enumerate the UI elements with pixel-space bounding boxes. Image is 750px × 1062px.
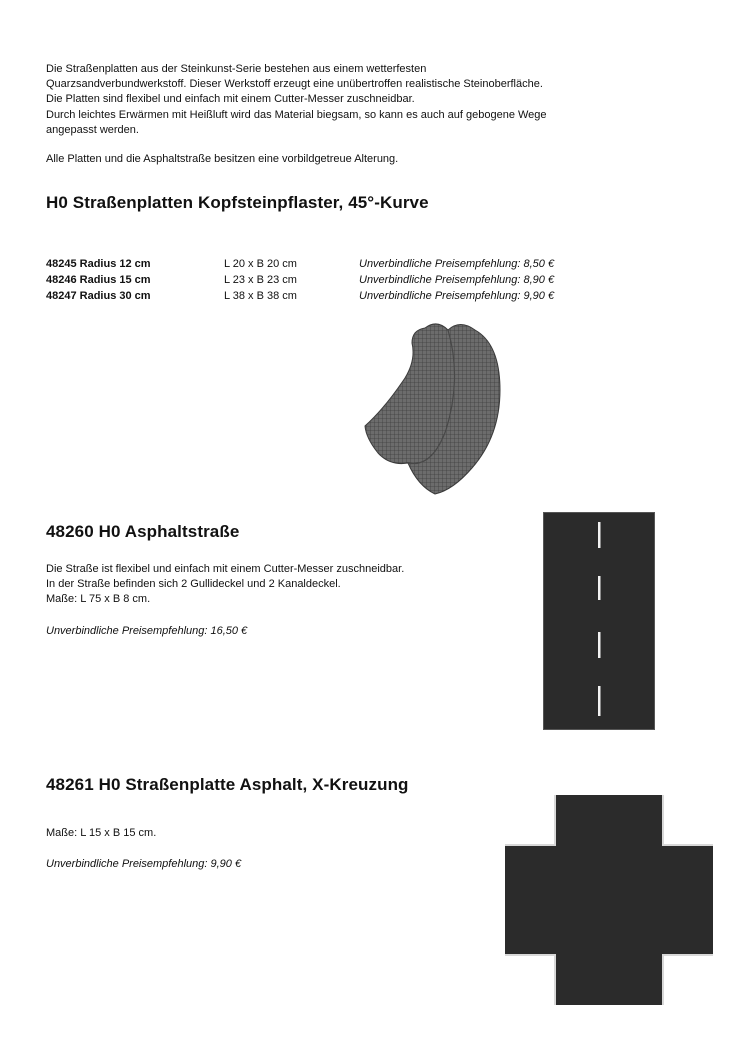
cobblestone-curve-image xyxy=(350,318,510,498)
item-price: Unverbindliche Preisempfehlung: 8,50 € xyxy=(359,258,555,270)
asphalt-dimensions: Maße: L 75 x B 8 cm. xyxy=(46,593,151,605)
section-title-crossing: 48261 H0 Straßenplatte Asphalt, X-Kreuzung xyxy=(46,775,409,794)
asphalt-description xyxy=(46,562,404,639)
crossing-description xyxy=(46,826,241,872)
item-label: 48245 Radius 12 cm xyxy=(46,258,151,270)
x-crossing-image xyxy=(505,795,713,1005)
table-row xyxy=(46,272,554,288)
item-size: L 38 x B 38 cm xyxy=(224,290,297,302)
section-title-curve: H0 Straßenplatten Kopfsteinpflaster, 45°-Kurve xyxy=(46,193,429,212)
item-size: L 20 x B 20 cm xyxy=(224,258,297,270)
asphalt-road-image xyxy=(543,512,655,730)
intro-line: Durch leichtes Erwärmen mit Heißluft wird das Material biegsam, so kann es auch auf gebogene Wege xyxy=(46,108,547,121)
item-label: 48247 Radius 30 cm xyxy=(46,290,151,302)
item-label: 48246 Radius 15 cm xyxy=(46,274,151,286)
intro-text xyxy=(46,62,706,167)
crossing-price: Unverbindliche Preisempfehlung: 9,90 € xyxy=(46,858,242,870)
item-price: Unverbindliche Preisempfehlung: 8,90 € xyxy=(359,274,555,286)
crossing-dimensions: Maße: L 15 x B 15 cm. xyxy=(46,827,157,839)
asphalt-desc-line: Die Straße ist flexibel und einfach mit einem Cutter-Messer zuschneidbar. xyxy=(46,563,405,575)
intro-line: angepasst werden. xyxy=(46,123,139,136)
intro-line: Quarzsandverbundwerkstoff. Dieser Werkstoff erzeugt eine unübertroffen realistische Steinoberfläche. xyxy=(46,78,543,91)
item-price: Unverbindliche Preisempfehlung: 9,90 € xyxy=(359,290,555,302)
price-table xyxy=(46,256,554,304)
section-title-asphalt: 48260 H0 Asphaltstraße xyxy=(46,522,240,541)
intro-line: Die Platten sind flexibel und einfach mit einem Cutter-Messer zuschneidbar. xyxy=(46,93,415,106)
table-row xyxy=(46,288,554,304)
intro-line: Alle Platten und die Asphaltstraße besitzen eine vorbildgetreue Alterung. xyxy=(46,153,399,166)
item-size: L 23 x B 23 cm xyxy=(224,274,297,286)
asphalt-price: Unverbindliche Preisempfehlung: 16,50 € xyxy=(46,625,248,637)
table-row xyxy=(46,256,554,272)
intro-line: Die Straßenplatten aus der Steinkunst-Serie bestehen aus einem wetterfesten xyxy=(46,63,427,75)
asphalt-desc-line: In der Straße befinden sich 2 Gullideckel und 2 Kanaldeckel. xyxy=(46,578,341,590)
